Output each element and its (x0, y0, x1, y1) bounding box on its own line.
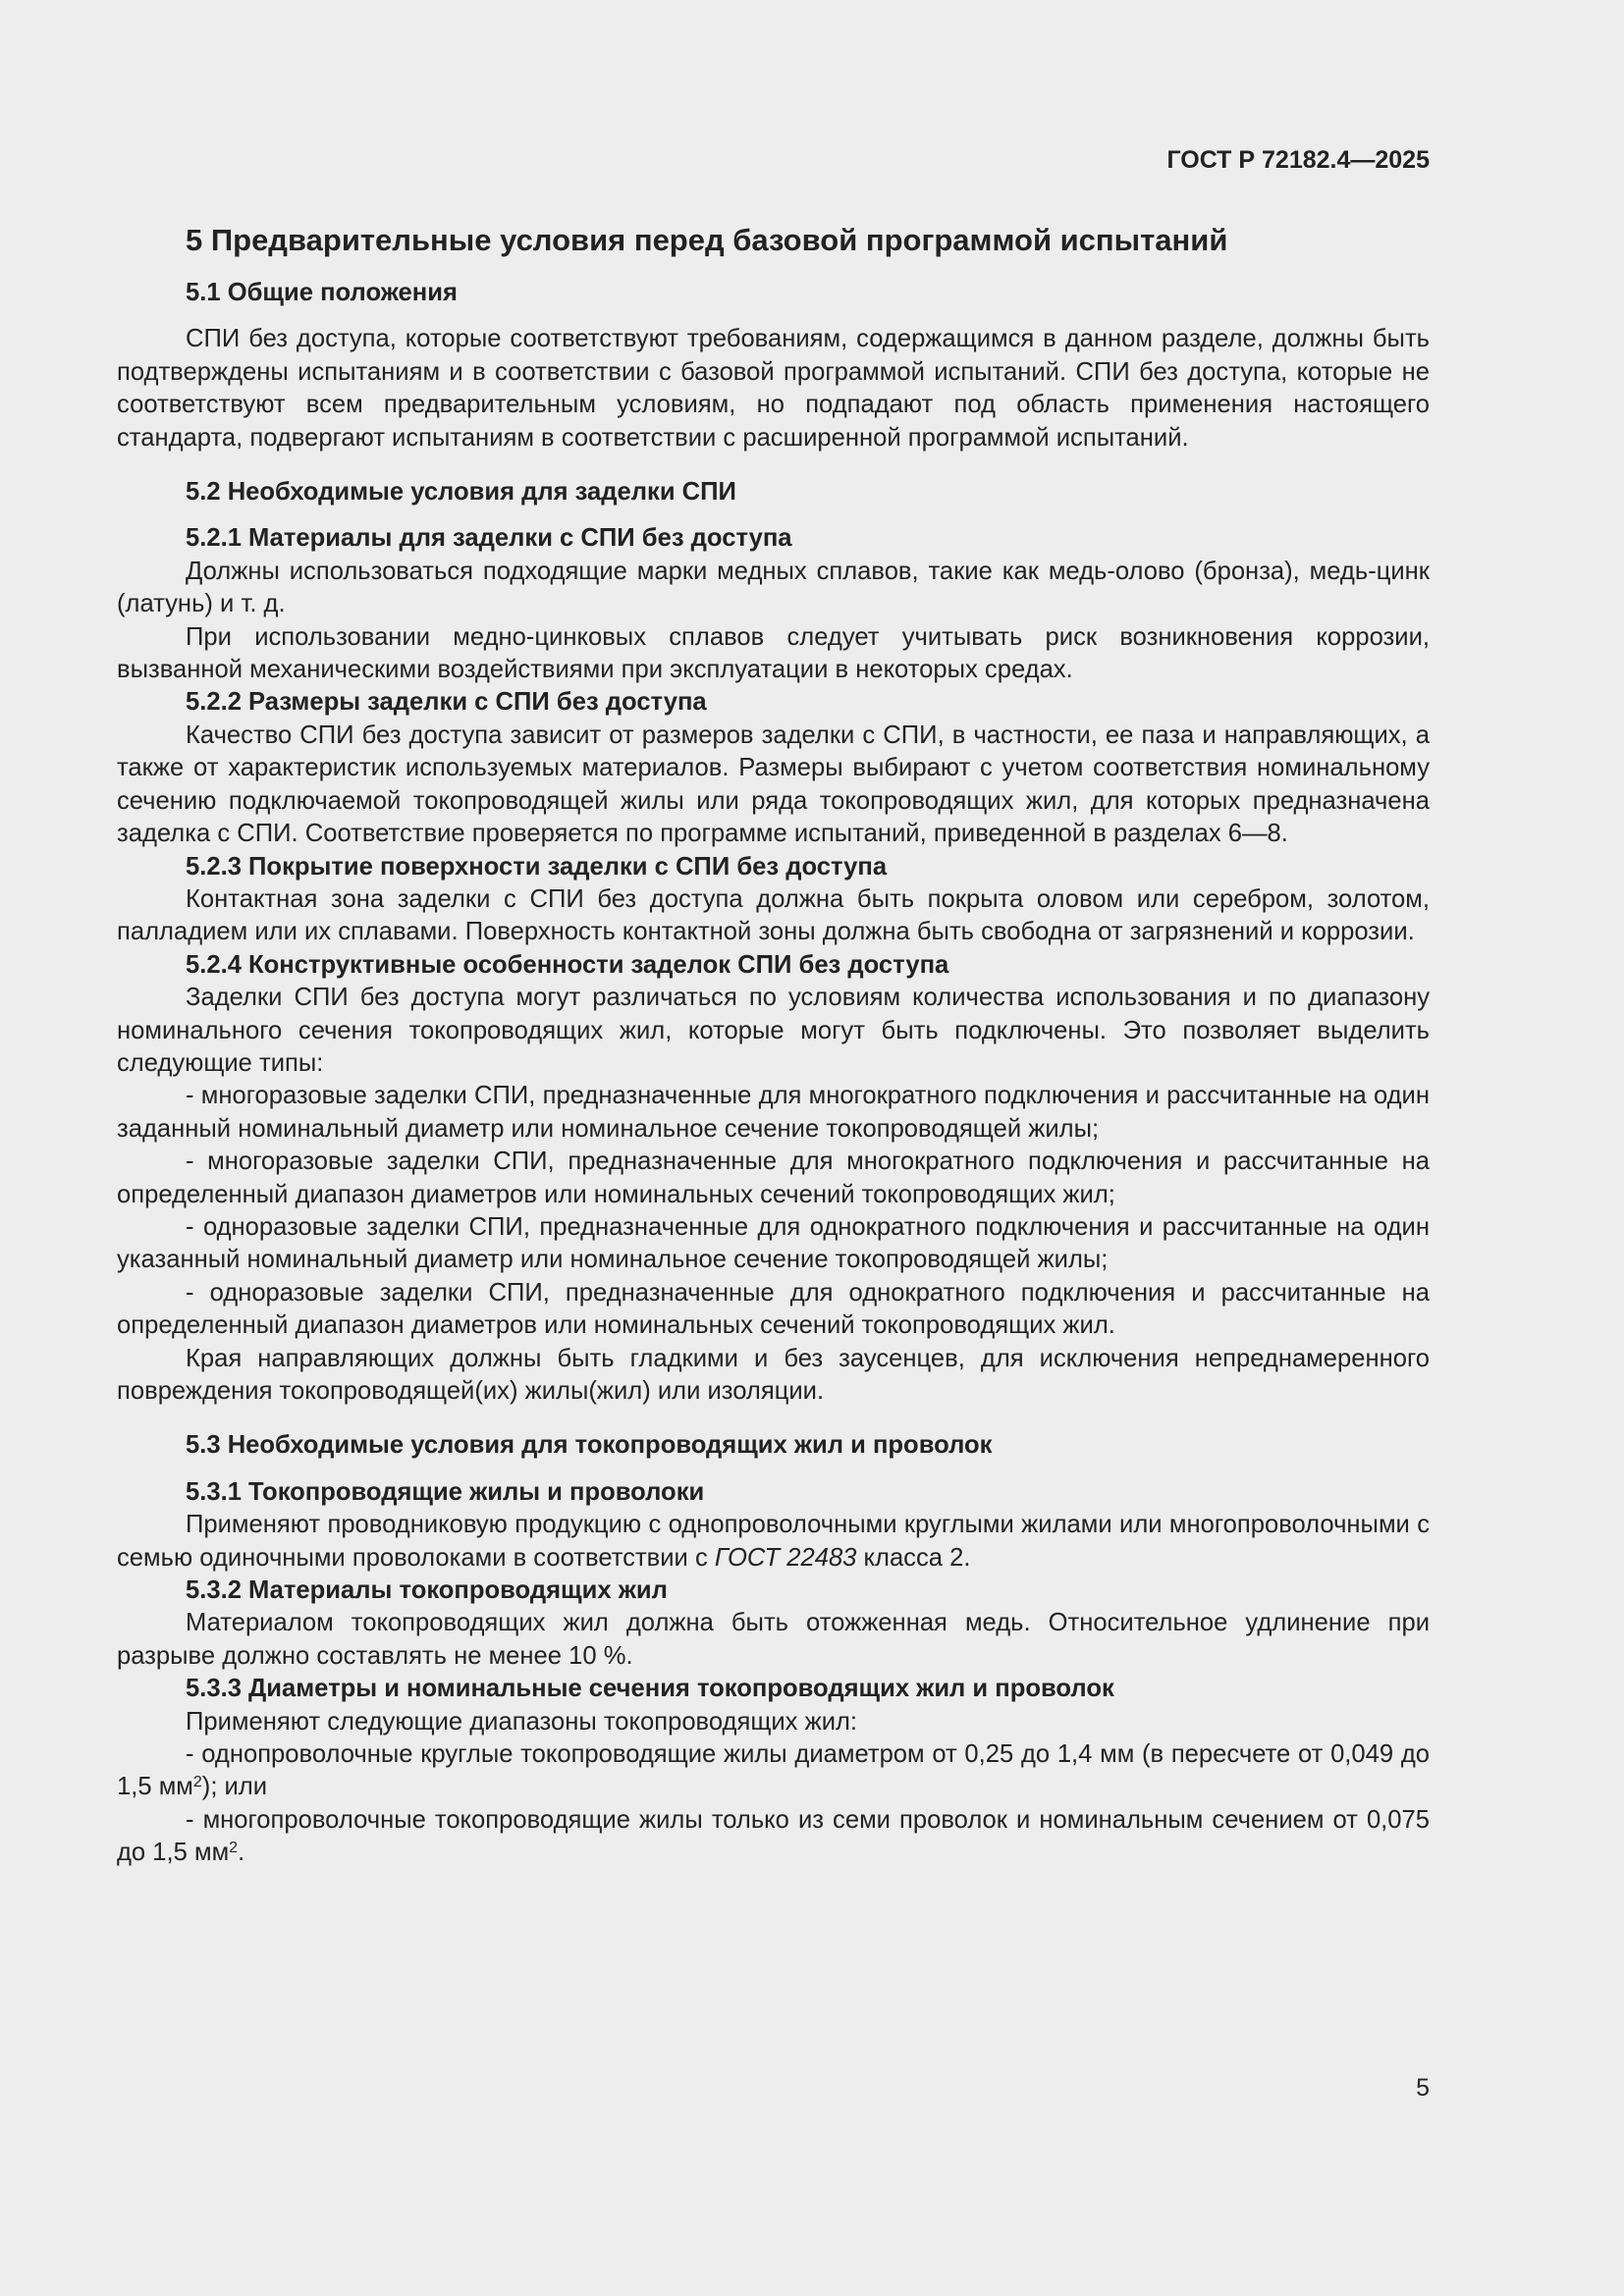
paragraph: Края направляющих должны быть гладкими и без заусенцев, для исключения непреднамеренного повреждения токопроводящей(их) жилы(жил) или изоляции. (117, 1344, 1430, 1405)
text-run: класса 2. (856, 1543, 971, 1572)
superscript: 2 (192, 1774, 202, 1791)
list-item (117, 1804, 1430, 1870)
paragraph: Контактная зона заделки с СПИ без доступа должна быть покрыта оловом или серебром, золотом, палладием или их сплавами. Поверхность контактной зоны должна быть свободна от загрязнений и коррозии. (117, 884, 1430, 946)
paragraph (117, 1509, 1430, 1575)
section-5-1-title: 5.1 Общие положения (186, 279, 458, 306)
list-item: - многоразовые заделки СПИ, предназначенные для многократного подключения и рассчитанные на один заданный номинальный диаметр или номинальное сечение токопроводящей жилы; (117, 1082, 1430, 1143)
paragraph: Качество СПИ без доступа зависит от размеров заделки с СПИ, в частности, ее паза и направляющих, а также от характеристик используемых материалов. Размеры выбирают с учетом соответствия номинальному сечению подключаемой токопроводящей жилы или ряда токопроводящих жил, для которых предназначена заделка с СПИ. Соответствие проверяется по программе испытаний, приведенной в разделах 6—8. (117, 721, 1430, 848)
standard-reference-link[interactable]: ГОСТ 22483 (714, 1543, 857, 1572)
paragraph: Должны использоваться подходящие марки медных сплавов, такие как медь-олово (бронза), медь-цинк (латунь) и т. д. (117, 557, 1430, 618)
section-5-2-1-title: 5.2.1 Материалы для заделки с СПИ без доступа (186, 524, 792, 553)
section-5-3-title: 5.3 Необходимые условия для токопроводящих жил и проволок (186, 1431, 993, 1460)
list-item: - одноразовые заделки СПИ, предназначенные для однократного подключения и рассчитанные на один указанный номинальный диаметр или номинальное сечение токопроводящей жилы; (117, 1212, 1430, 1274)
section-5-2-title: 5.2 Необходимые условия для заделки СПИ (186, 478, 736, 507)
list-item: - многоразовые заделки СПИ, предназначенные для многократного подключения и рассчитанные на определенный диапазон диаметров или номинальных сечений токопроводящих жил; (117, 1148, 1430, 1208)
section-5-title: 5 Предварительные условия перед базовой программой испытаний (186, 223, 1228, 257)
paragraph: При использовании медно-цинковых сплавов следует учитывать риск возникновения коррозии, вызванной механическими воздействиями при эксплуатации в некоторых средах. (117, 622, 1430, 684)
text-run: . (238, 1839, 245, 1867)
list-item: - одноразовые заделки СПИ, предназначенные для однократного подключения и рассчитанные на определенный диапазон диаметров или номинальных сечений токопроводящих жил. (117, 1278, 1430, 1340)
document-body (117, 222, 1430, 1870)
section-5-2-3-title: 5.2.3 Покрытие поверхности заделки с СПИ без доступа (186, 852, 888, 881)
section-5-3-1-title: 5.3.1 Токопроводящие жилы и проволоки (186, 1477, 705, 1506)
paragraph: Заделки СПИ без доступа могут различаться по условиям количества использования и по диапазону номинального сечения токопроводящих жил, которые могут быть подключены. Это позволяет выделить следующие типы: (117, 984, 1430, 1077)
text-run: - однопроволочные круглые токопроводящие жилы диаметром от 0,25 до 1,4 мм (в пересчете от 0,049 до 1,5 мм (117, 1740, 1430, 1801)
section-5-2-4-title: 5.2.4 Конструктивные особенности заделок СПИ без доступа (186, 950, 949, 979)
section-5-2-2-title: 5.2.2 Размеры заделки с СПИ без доступа (186, 688, 707, 717)
text-run: ); или (201, 1773, 268, 1801)
document-page (117, 0, 1430, 2296)
paragraph: Материалом токопроводящих жил должна быть отожженная медь. Относительное удлинение при разрыве должно составлять не менее 10 %. (117, 1609, 1430, 1670)
text-run: - многопроволочные токопроводящие жилы только из семи проволок и номинальным сечением от 0,075 до 1,5 мм (117, 1805, 1430, 1867)
page-number: 5 (1416, 2074, 1430, 2102)
paragraph: СПИ без доступа, которые соответствуют требованиям, содержащимся в данном разделе, должны быть подтверждены испытаниям и в соответствии с базовой программой испытаний. СПИ без доступа, которые не соответствуют всем предварительным условиям, но подпадают под область применения настоящего стандарта, подвергают испытаниям в соответствии с расширенной программой испытаний. (117, 325, 1430, 452)
section-5-3-3-title: 5.3.3 Диаметры и номинальные сечения токопроводящих жил и проволок (186, 1675, 1114, 1703)
paragraph: Применяют следующие диапазоны токопроводящих жил: (186, 1707, 858, 1735)
superscript: 2 (229, 1840, 239, 1857)
document-code: ГОСТ Р 72182.4—2025 (1166, 146, 1430, 174)
list-item (117, 1738, 1430, 1804)
text-run: Применяют проводниковую продукцию с однопроволочными круглыми жилами или многопроволочными с семью одиночными проволоками в соответствии с (117, 1511, 1430, 1572)
section-5-3-2-title: 5.3.2 Материалы токопроводящих жил (186, 1576, 668, 1605)
